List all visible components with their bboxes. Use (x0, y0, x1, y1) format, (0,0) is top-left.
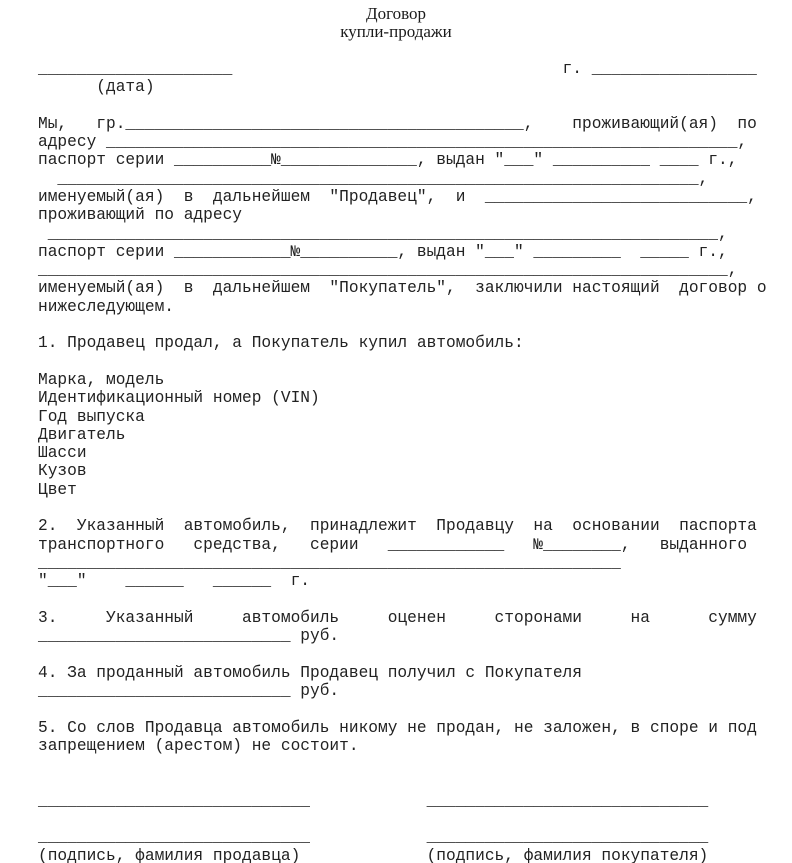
document-line: ____________________ г. _________________ (38, 59, 757, 78)
document-line (38, 316, 792, 334)
document-title-line-1: Договор (365, 4, 427, 23)
document-line: Кузов (38, 462, 87, 481)
document-line: 1. Продавец продал, а Покупатель купил автомобиль: (38, 334, 524, 353)
document-line: 3. Указанный автомобиль оценен сторонами на сумму (38, 608, 757, 627)
document-line: именуемый(ая) в дальнейшем "Покупатель", заключили настоящий договор о (38, 279, 767, 298)
document-line: Идентификационный номер (VIN) (38, 389, 320, 408)
document-line: (дата) (38, 78, 155, 97)
document-line: транспортного средства, серии ____________ №________, выданного (38, 535, 748, 554)
document-body (0, 42, 792, 863)
document-title-line-2: купли-продажи (340, 22, 452, 42)
document-line: __________________________ руб. (38, 627, 340, 646)
document-line: нижеследующем. (38, 297, 174, 316)
document-line: 4. За проданный автомобиль Продавец получил с Покупателя (38, 663, 582, 682)
document-line: запрещением (арестом) не состоит. (38, 736, 359, 755)
document-line (38, 645, 792, 663)
document-line: "___" ______ ______ г. (38, 572, 310, 591)
document-line: Цвет (38, 480, 77, 499)
document-line: проживающий по адресу (38, 206, 242, 225)
document-line: именуемый(ая) в дальнейшем "Продавец", и ___________________________, (38, 187, 757, 206)
document-line: Мы, гр._________________________________________, проживающий(ая) по (38, 114, 757, 133)
document-line (38, 591, 792, 609)
document-line: 5. Со слов Продавца автомобиль никому не продан, не заложен, в споре и под (38, 718, 757, 737)
document-line (38, 42, 792, 60)
document-line (38, 499, 792, 517)
document-line: Год выпуска (38, 407, 145, 426)
document-line: паспорт серии __________№______________, выдан "___" __________ ____ г., (38, 151, 738, 170)
document-line: ____________________________ _____________________________ (38, 791, 709, 810)
document-line: (подпись, фамилия продавца) (подпись, фамилия покупателя) (38, 846, 709, 863)
document-line (38, 96, 792, 114)
document-line (38, 353, 792, 371)
document-line: паспорт серии ____________№__________, выдан "___" _________ _____ г., (38, 242, 728, 261)
document-line: ____________________________________________________________ (38, 553, 621, 572)
document-line: адресу _________________________________________________________________, (38, 133, 748, 152)
document-line: _______________________________________________________________________, (38, 261, 738, 280)
document-line: ____________________________ _____________________________ (38, 828, 709, 847)
document-line: __________________________________________________________________, (38, 169, 709, 188)
document-line (38, 700, 792, 718)
document-line (38, 773, 792, 791)
document-line: __________________________ руб. (38, 681, 340, 700)
document-line: Марка, модель (38, 370, 165, 389)
document-line (38, 810, 792, 828)
document-line: Двигатель (38, 425, 126, 444)
document-line (38, 755, 792, 773)
document-line: _____________________________________________________________________, (38, 224, 728, 243)
document-line: 2. Указанный автомобиль, принадлежит Продавцу на основании паспорта (38, 517, 757, 536)
document-line: Шасси (38, 444, 87, 463)
